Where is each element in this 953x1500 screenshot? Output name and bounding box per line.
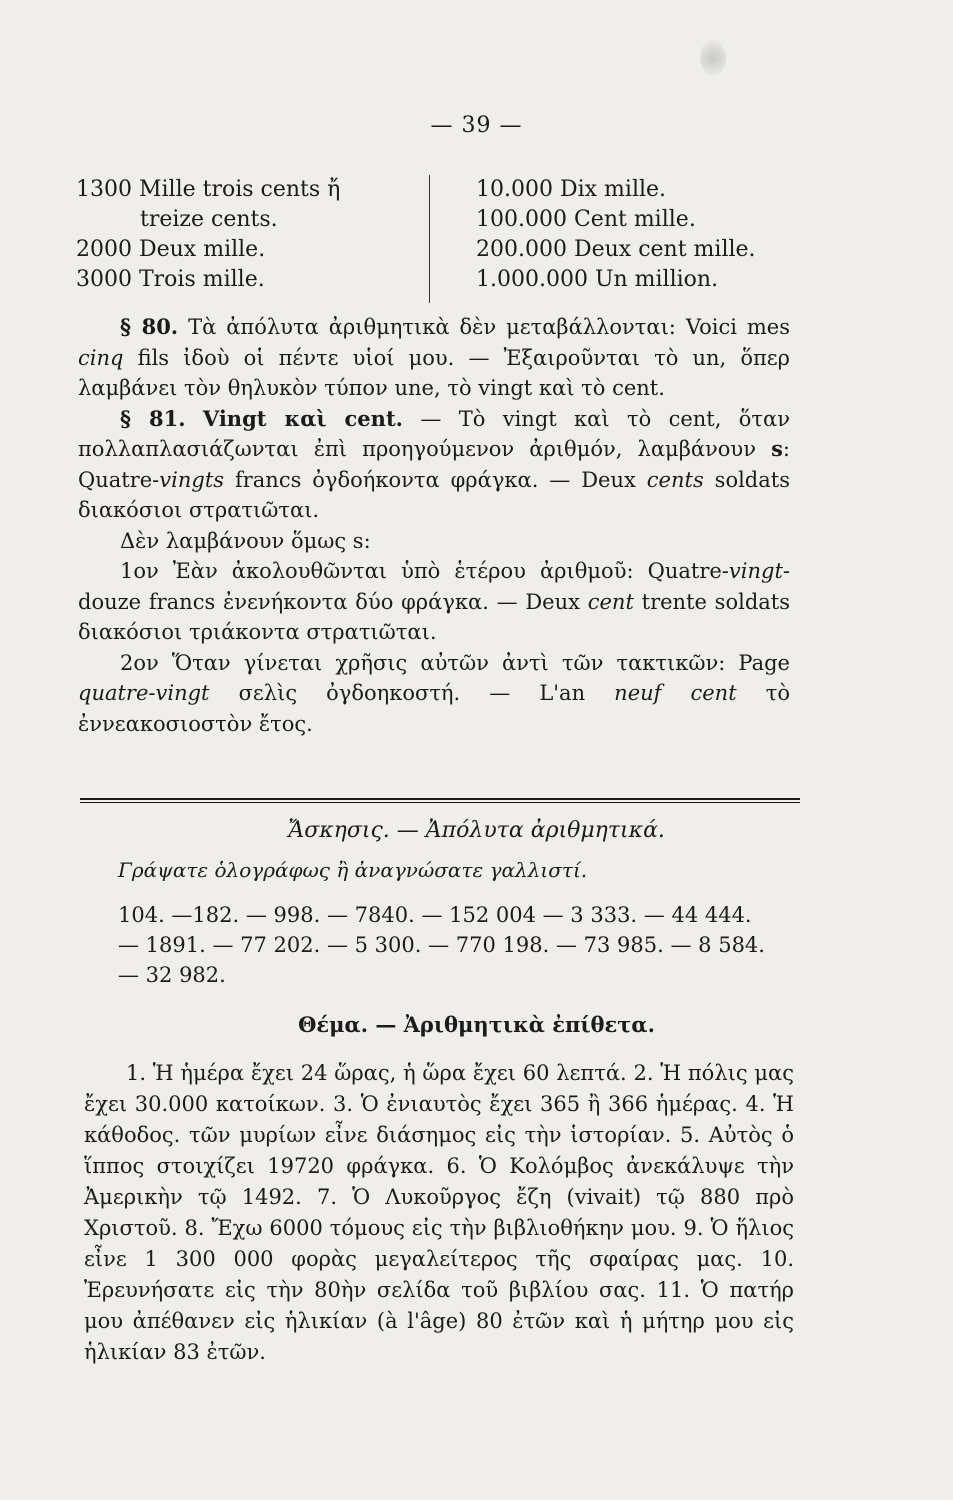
- table-row: 10.000 Dix mille.: [476, 177, 667, 202]
- table-row: 100.000 Cent mille.: [476, 207, 696, 232]
- number-table-left: [76, 175, 436, 295]
- grammar-text: [78, 312, 790, 739]
- exercise-heading: Ἄσκησις. — Ἀπόλυτα ἀριθμητικά.: [288, 818, 665, 843]
- section-mark: § 81.: [120, 405, 186, 431]
- example-word: vingt: [728, 559, 783, 583]
- suffix-letter: s: [771, 436, 783, 461]
- table-row: 1300 Mille trois cents ἤ: [76, 177, 341, 202]
- paragraph-text: 1ον Ἐὰν ἀκολουθῶνται ὑπὸ ἑτέρου ἀριθμοῦ: Quatre-: [120, 559, 729, 583]
- paragraph-text: Τὰ ἀπόλυτα ἀριθμητικὰ δὲν μεταβάλλονται: Voici mes: [188, 315, 791, 339]
- section-divider: [80, 798, 800, 800]
- rule-intro: Δὲν λαμβάνουν ὅμως s:: [120, 528, 371, 553]
- paragraph-text: francs ὀγδοήκοντα φράγκα. — Deux: [234, 467, 636, 492]
- thema-heading: Θέμα. — Ἀριθμητικὰ ἐπίθετα.: [298, 1012, 655, 1037]
- example-word: cents: [646, 467, 704, 492]
- paragraph-text: : Quatre-: [78, 437, 790, 492]
- list-item: — 1891. — 77 202. — 5 300. — 770 198. — 73 985. — 8 584.: [118, 933, 765, 957]
- table-row: 3000 Trois mille.: [76, 267, 265, 292]
- section-81: [78, 404, 790, 526]
- exercise-numbers: [118, 900, 798, 990]
- thema-text: 1. Ἡ ἡμέρα ἔχει 24 ὥρας, ἡ ὥρα ἔχει 60 λεπτά. 2. Ἡ πόλις μας ἔχει 30.000 κατοίκων. 3. Ὁ ἐνιαυτὸς ἔχει 365 ἢ 366 ἡμέρας. 4. Ἡ κάθοδος. τῶν μυρίων εἶνε διάσημος εἰς τὴν ἱστορίαν. 5. Αὐτὸς ὁ ἵππος στοιχίζει 19720 φράγκα. 6. Ὁ Κολόμβος ἀνεκάλυψε τὴν Ἀμερικὴν τῷ 1492. 7. Ὁ Λυκοῦργος ἔζη (vivait) τῷ 880 πρὸ Χριστοῦ. 8. Ἔχω 6000 τόμους εἰς τὴν βιβλιοθήκην μου. 9. Ὁ ἥλιος εἶνε 1 300 000 φορὰς μεγαλείτερος τῆς σφαίρας μας. 10. Ἐρευνήσατε εἰς τὴν 80ὴν σελίδα τοῦ βιβλίου σας. 11. Ὁ πατήρ μου ἀπέθανεν εἰς ἡλικίαν (à l'âge) 80 ἐτῶν καὶ ἡ μήτηρ μου εἰς ἡλικίαν 83 ἐτῶν.: [84, 1061, 794, 1364]
- example-word: quatre-vingt: [78, 681, 210, 705]
- paragraph-text: 2ον Ὅταν γίνεται χρῆσις αὐτῶν ἀντὶ τῶν τακτικῶν: Page: [120, 650, 790, 675]
- example-word: cent: [587, 589, 634, 614]
- rule-2: [78, 648, 790, 740]
- table-row: 200.000 Deux cent mille.: [476, 237, 756, 262]
- rule-1: [78, 556, 790, 648]
- table-row: 1.000.000 Un million.: [476, 267, 719, 292]
- thema-text-block: [84, 1058, 794, 1368]
- section-title: Vingt καὶ cent.: [202, 405, 403, 431]
- section-mark: § 80.: [120, 314, 179, 339]
- list-item: 104. —182. — 998. — 7840. — 152 004 — 3 333. — 44 444.: [118, 903, 752, 927]
- column-divider: [429, 175, 430, 303]
- paragraph-text: -douze francs ἐνενήκοντα δύο φράγκα. — Deux: [78, 559, 790, 614]
- paragraph-text: fils ἰδοὺ οἱ πέντε υἱοί μου. — Ἐξαιροῦνται τὸ un, ὅπερ λαμβάνει τὸν θηλυκὸν τύπον une, τὸ vingt καὶ τὸ cent.: [78, 345, 790, 400]
- table-row: treize cents.: [140, 207, 278, 232]
- paragraph-text: soldats διακόσιοι στρατιῶται.: [78, 467, 790, 522]
- paragraph-text: trente soldats διακόσιοι τριάκοντα στρατιῶται.: [78, 589, 790, 644]
- example-word: cinq: [78, 345, 124, 370]
- number-table-right: [476, 175, 796, 295]
- list-item: — 32 982.: [118, 963, 226, 987]
- example-word: vingts: [159, 467, 225, 492]
- exercise-instruction: Γράψατε ὁλογράφως ἢ ἀναγνώσατε γαλλιστί.: [118, 858, 588, 882]
- section-divider-thin: [80, 802, 800, 803]
- example-word: neuf cent: [614, 681, 737, 705]
- paragraph-text: σελὶς ὀγδοηκοστή. — L'an: [238, 681, 586, 705]
- paragraph-text: — Τὸ vingt καὶ τὸ cent, ὅταν πολλαπλασιάζωνται ἐπὶ προηγούμενον ἀριθμόν, λαμβάνουν: [78, 406, 790, 461]
- table-row: 2000 Deux mille.: [76, 237, 266, 262]
- section-80: [78, 312, 790, 404]
- page-number: — 39 —: [430, 113, 523, 138]
- paper-stain: [700, 40, 726, 76]
- paragraph-text: τὸ ἐννεακοσιοστὸν ἔτος.: [78, 681, 790, 736]
